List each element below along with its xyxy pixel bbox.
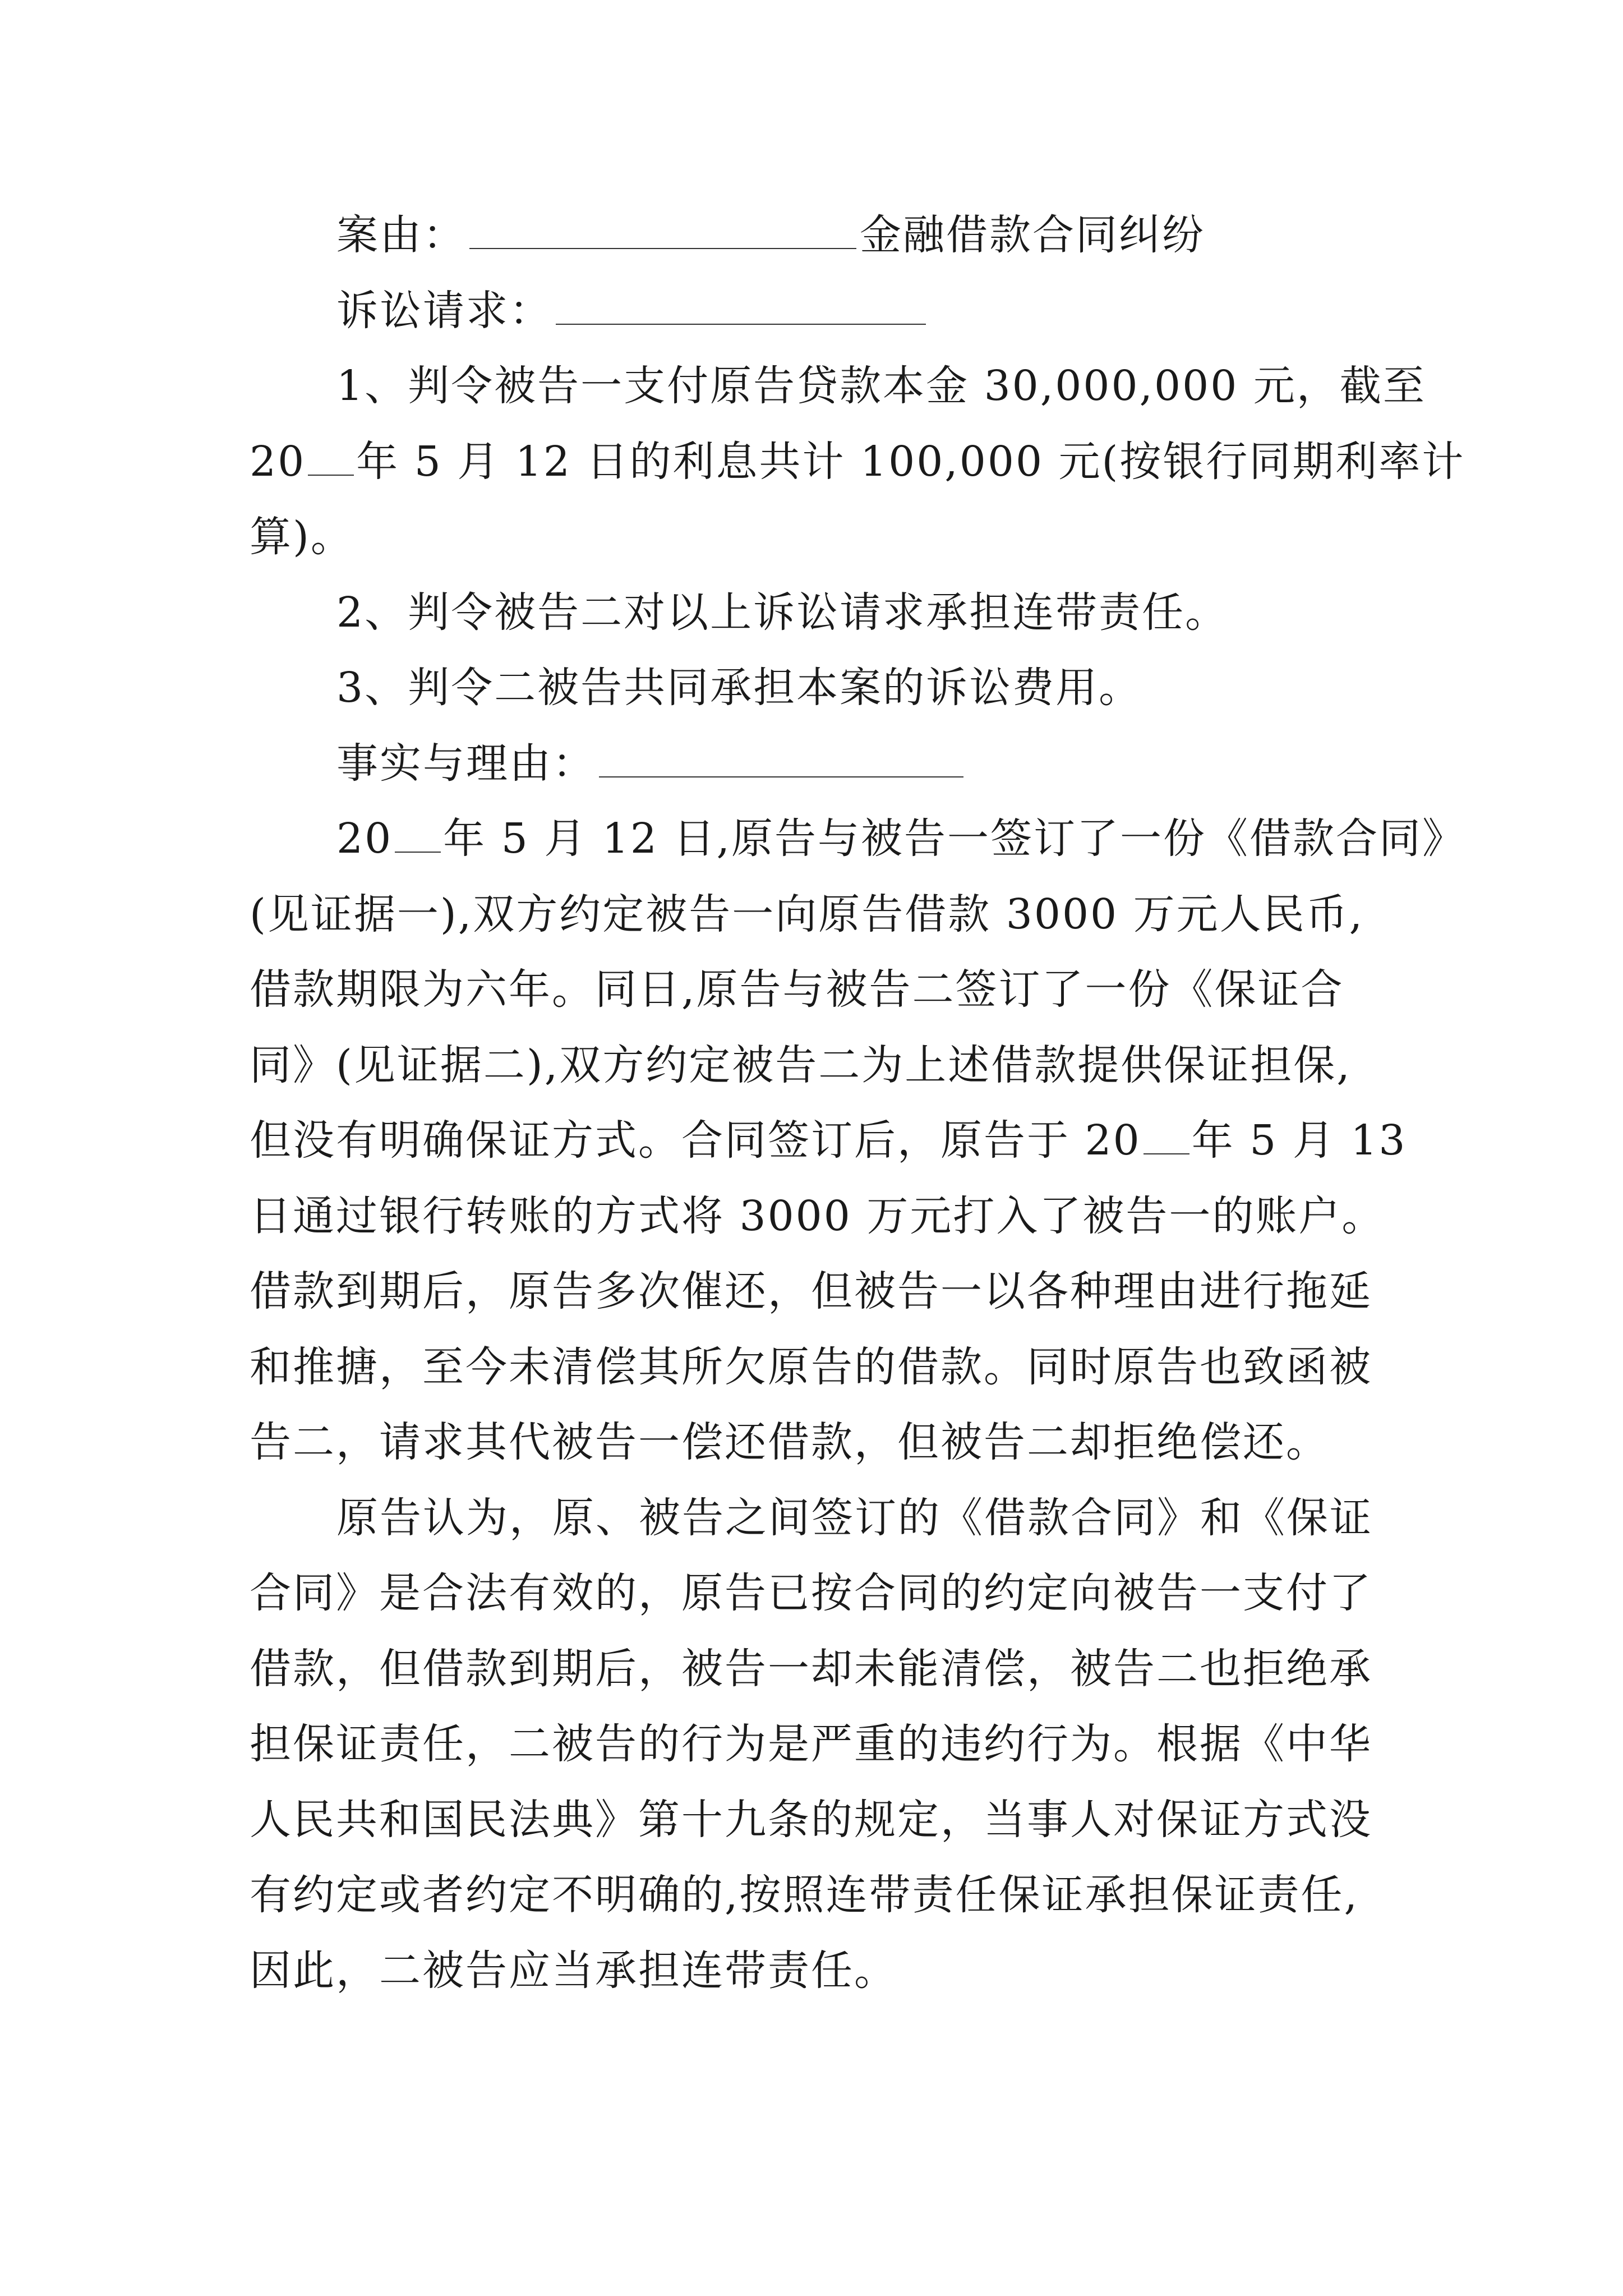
year-blank — [395, 818, 441, 853]
year-blank — [1144, 1120, 1189, 1154]
claims-label: 诉讼请求： — [336, 286, 552, 335]
facts-blank — [599, 742, 963, 777]
year-blank — [308, 441, 354, 476]
case-reason-value: 金融借款合同纠纷 — [860, 211, 1205, 259]
facts-label: 事实与理由： — [336, 739, 596, 788]
claim-1-line-2 — [250, 424, 1465, 500]
facts-heading-line — [250, 726, 1380, 802]
claim-3-line: 3、判令二被告共同承担本案的诉讼费用。 — [336, 664, 1142, 712]
facts-para-1-line-5-text: 但没有明确保证方式。合同签订后，原告于 20 — [250, 1116, 1141, 1165]
claim-1-line-1: 1、判令被告一支付原告贷款本金 30,000,000 元，截至 — [336, 362, 1426, 410]
facts-para-1-line-9: 告二，请求其代被告一偿还借款，但被告二却拒绝偿还。 — [250, 1418, 1329, 1466]
claim-1-year-prefix: 20 — [250, 437, 306, 486]
facts-para-2-line-5: 人民共和国民法典》第十九条的规定，当事人对保证方式没 — [250, 1795, 1372, 1844]
facts-para-1-line-5 — [250, 1103, 1407, 1179]
claim-1-line-2-text: 年 5 月 12 日的利息共计 100,000 元(按银行同期利率计 — [356, 437, 1465, 486]
facts-para-2-line-6: 有约定或者约定不明确的,按照连带责任保证承担保证责任, — [250, 1871, 1359, 1919]
facts-para-1-line-3: 借款期限为六年。同日,原告与被告二签订了一份《保证合 — [250, 965, 1344, 1014]
case-reason-blank — [469, 213, 856, 249]
facts-para-1-line-1-text: 年 5 月 12 日,原告与被告一签订了一份《借款合同》 — [443, 815, 1466, 863]
document-body — [250, 197, 1466, 2008]
facts-year-prefix: 20 — [336, 815, 393, 863]
case-reason-label: 案由： — [336, 211, 466, 259]
claim-1-line-3: 算)。 — [250, 513, 354, 561]
facts-para-1-line-2: (见证据一),双方约定被告一向原告借款 3000 万元人民币, — [250, 890, 1364, 938]
facts-para-2-line-3: 借款，但借款到期后，被告一却未能清偿，被告二也拒绝承 — [250, 1644, 1372, 1693]
claim-2-line: 2、判令被告二对以上诉讼请求承担连带责任。 — [336, 588, 1229, 637]
claims-heading-line — [250, 273, 1380, 349]
facts-para-2-line-7: 因此，二被告应当承担连带责任。 — [250, 1946, 897, 1995]
case-reason-line — [250, 197, 1380, 273]
facts-para-1-line-8: 和推搪，至今未清偿其所欠原告的借款。同时原告也致函被 — [250, 1342, 1372, 1391]
facts-para-1-line-4: 同》(见证据二),双方约定被告二为上述借款提供保证担保, — [250, 1041, 1352, 1089]
facts-para-1-line-5-date: 年 5 月 13 — [1191, 1116, 1407, 1165]
facts-para-1-line-1 — [250, 801, 1466, 877]
facts-para-2-line-4: 担保证责任，二被告的行为是严重的违约行为。根据《中华 — [250, 1720, 1372, 1768]
facts-para-2-line-1: 原告认为，原、被告之间签订的《借款合同》和《保证 — [336, 1493, 1373, 1542]
claims-blank — [556, 289, 926, 325]
facts-para-1-line-6: 日通过银行转账的方式将 3000 万元打入了被告一的账户。 — [250, 1191, 1385, 1240]
facts-para-2-line-2: 合同》是合法有效的，原告已按合同的约定向被告一支付了 — [250, 1569, 1372, 1617]
facts-para-1-line-7: 借款到期后，原告多次催还，但被告一以各种理由进行拖延 — [250, 1267, 1372, 1315]
